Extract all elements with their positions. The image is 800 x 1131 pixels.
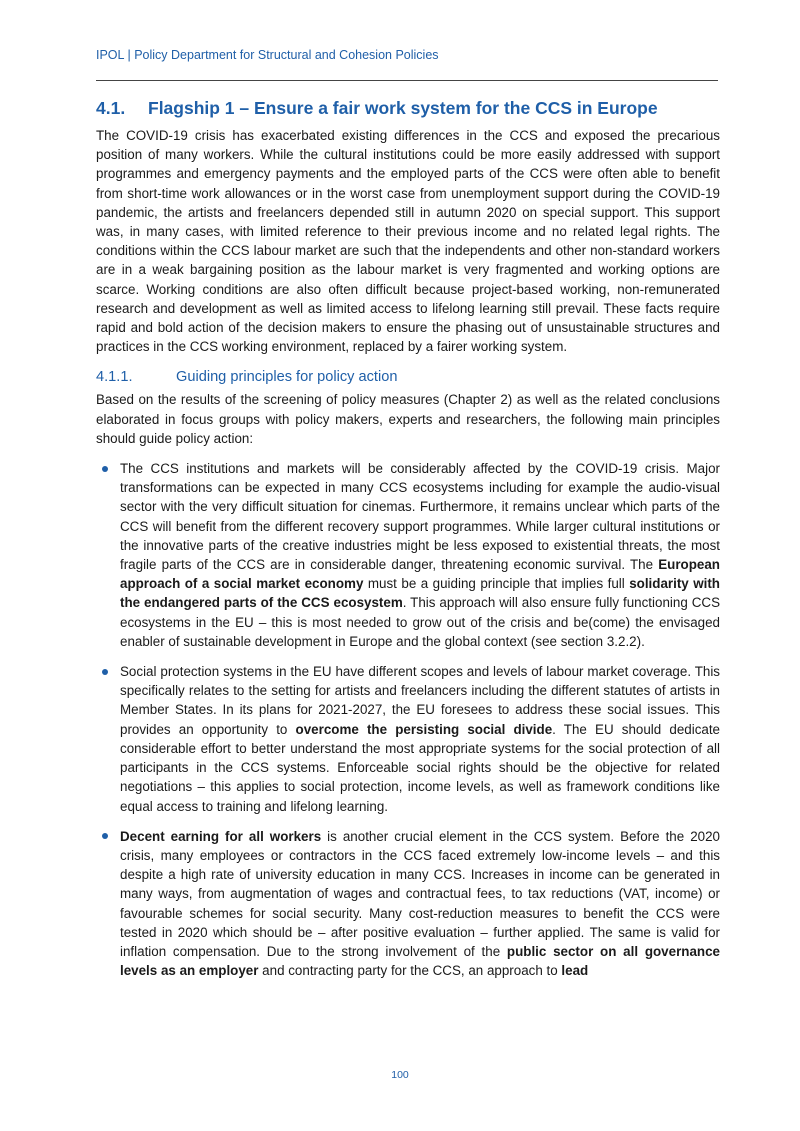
section-heading [96,96,720,120]
bullet-icon [102,833,108,839]
page-body [96,96,720,991]
bullet-icon [102,466,108,472]
bullet-emphasis: public sector on all governance levels as an employer [120,943,720,979]
section-number: 4.1. [96,98,126,118]
section-paragraph: The COVID-19 crisis has exacerbated existing differences in the CCS and exposed the precarious position of many workers. While the cultural institutions could be more easily addressed with support programmes and emergency payments and the employed parts of the CCS were often able to benefit from short-time work allowances or in the worst case from unemployment support during the COVID-19 pandemic, the artists and freelancers depended still in autumn 2020 on special support. This support was, in many cases, with limited reference to their previous income and no related legal rights. The conditions within the CCS labour market are such that the independents and other non-standard workers are in a weak bargaining position as the labour market is very fragmented and working options are scarce. Working conditions are also often difficult because project-based working, non-remunerated research and development as well as limited access to lifelong learning still prevail. These facts require rapid and bold action of the decision makers to ensure the phasing out of unsustainable structures and practices in the CCS working environment, replaced by a fairer working system. [96,128,720,355]
bullet-emphasis: lead [561,963,589,979]
page-number: 100 [391,1069,409,1081]
bullet-text: must be a guiding principle that implies full [363,576,630,592]
subsection-title: Guiding principles for policy action [176,369,398,386]
bullet-text: Social protection systems in the EU have different scopes and levels of labour market coverage. This specifically relates to the setting for artists and freelancers including the different statutes of artists in Member States. In its plans for 2021-2027, the EU foresees to address these social issues. This provides an opportunity to [120,664,720,737]
bullet-text: The CCS institutions and markets will be considerably affected by the COVID-19 crisis. Major transformations can be expected in many CCS ecosystems including for example the audio-visual sector with the very difficult situation for cinemas. Furthermore, it remains unclear which parts of the CCS will benefit from the different recovery support programmes. While larger cultural institutions or the innovative parts of the creative industries might be less exposed to existential threats, the most fragile parts of the CCS are in considerable danger, threatening economic survival. The [120,461,720,573]
principles-list [96,459,720,980]
subsection-intro: Based on the results of the screening of policy measures (Chapter 2) as well as the related conclusions elaborated in focus groups with policy makers, experts and researchers, the following main principles should guide policy action: [96,392,720,446]
header-divider [96,80,718,81]
bullet-emphasis: solidarity with the endangered parts of the CCS ecosystem [120,576,720,611]
bullet-text: and contracting party for the CCS, an approach to [258,963,562,979]
running-header: IPOL | Policy Department for Structural and Cohesion Policies [96,48,439,62]
subsection-heading [96,367,720,387]
list-item [96,662,720,816]
bullet-text: . The EU should dedicate considerable effort to better understand the most appropriate systems for the social protection of all participants in the CCS systems. Enforceable social rights should be the objective for related negotiations – this applies to social protection, income levels, as well as framework conditions like equal access to training and lifelong learning. [120,721,721,814]
bullet-emphasis: Decent earning for all workers [120,828,322,844]
bullet-icon [102,669,108,675]
section-title: Flagship 1 – Ensure a fair work system for the CCS in Europe [148,98,658,118]
bullet-emphasis: overcome the persisting social divide [295,721,553,737]
list-item [96,459,720,651]
bullet-emphasis: European approach of a social market economy [120,557,720,592]
list-item [96,827,720,981]
subsection-number: 4.1.1. [96,369,133,386]
bullet-text: is another crucial element in the CCS system. Before the 2020 crisis, many employees or contractors in the CCS faced extremely low-income levels – and this despite a high rate of university education in many CCS. Increases in income can be generated in many ways, from augmentation of wages and contractual fees, to tax reductions (VAT, income) or favourable schemes for social security. Many cost-reduction measures to benefit the CCS were tested in 2020 which should be – after positive evaluation – further applied. The same is valid for inflation compensation. Due to the strong involvement of the [120,828,720,959]
bullet-text: . This approach will also ensure fully functioning CCS ecosystems in the EU – this is most needed to grow out of the crisis and be(come) the envisaged enabler of sustainable development in Europe and the global context (see section 3.2.2). [120,595,720,649]
